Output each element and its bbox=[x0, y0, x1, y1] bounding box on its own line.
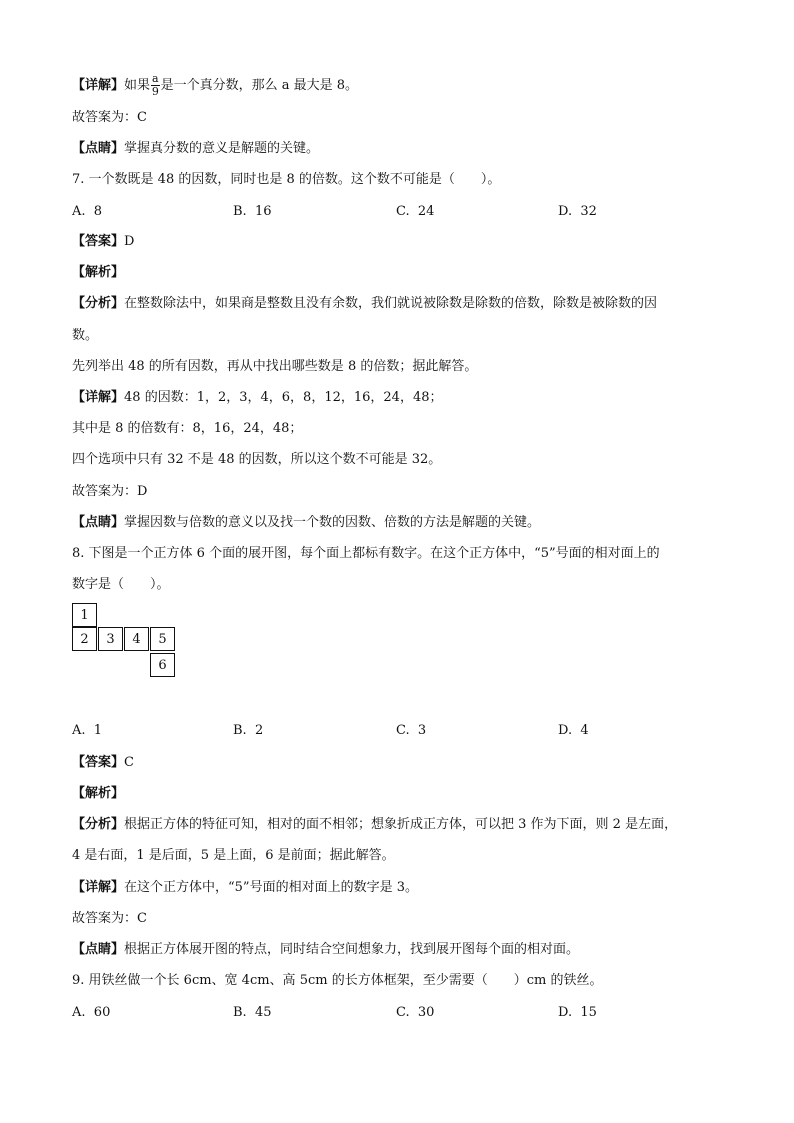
q8-option-d: D. 4 bbox=[558, 723, 589, 738]
cube-net-diagram bbox=[72, 603, 176, 679]
q7-answer bbox=[72, 233, 134, 251]
point-tag: 【点睛】 bbox=[72, 515, 125, 530]
q6-answer-line: 故答案为：C bbox=[72, 110, 147, 125]
answer-value: C bbox=[124, 755, 134, 770]
fraction-denominator: 9 bbox=[151, 85, 159, 98]
q7-analysis-line3: 先列举出 48 的所有因数，再从中找出哪些数是 8 的倍数；据此解答。 bbox=[72, 359, 478, 374]
answer-tag: 【答案】 bbox=[72, 234, 125, 249]
q6-point-line bbox=[72, 140, 319, 158]
detail-pre: 如果 bbox=[124, 78, 151, 93]
q7-question: 7. 一个数既是 48 的因数，同时也是 8 的倍数。这个数不可能是（ ）。 bbox=[72, 172, 501, 187]
q7-answer-line: 故答案为：D bbox=[72, 484, 148, 499]
net-face-4: 4 bbox=[124, 627, 149, 651]
q8-question-line1: 8. 下图是一个正方体 6 个面的展开图，每个面上都标有数字。在这个正方体中，“5”号面的相对面上的 bbox=[72, 546, 660, 561]
q7-option-c: C. 24 bbox=[396, 204, 435, 219]
net-face-1: 1 bbox=[72, 603, 97, 627]
q8-point-line: 【点睛】根据正方体展开图的特点，同时结合空间想象力，找到展开图每个面的相对面。 bbox=[72, 942, 580, 957]
fraction-a-over-9 bbox=[151, 73, 160, 98]
point-tag: 【点睛】 bbox=[72, 141, 125, 156]
q8-analysis-line2: 4 是右面，1 是后面，5 是上面，6 是前面；据此解答。 bbox=[72, 848, 395, 863]
fraction-numerator: a bbox=[152, 72, 159, 85]
q8-option-c: C. 3 bbox=[396, 723, 427, 738]
q9-question: 9. 用铁丝做一个长 6cm、宽 4cm、高 5cm 的长方体框架，至少需要（ ）cm 的铁丝。 bbox=[72, 973, 603, 988]
answer-tag: 【答案】 bbox=[72, 755, 125, 770]
q7-option-d: D. 32 bbox=[558, 204, 597, 219]
net-face-5: 5 bbox=[150, 627, 175, 651]
analysis-label: 【分析】 bbox=[72, 817, 125, 832]
detail-post: 是一个真分数，那么 a 最大是 8。 bbox=[160, 78, 359, 93]
q8-answer-line: 故答案为：C bbox=[72, 911, 147, 926]
q9-option-c: C. 30 bbox=[396, 1005, 435, 1020]
q7-option-a: A. 8 bbox=[72, 204, 103, 219]
q7-option-b: B. 16 bbox=[233, 204, 272, 219]
detail-tag: 【详解】 bbox=[72, 78, 125, 93]
point-text: 掌握真分数的意义是解题的关键。 bbox=[124, 141, 320, 156]
q7-detail-line3: 四个选项中只有 32 不是 48 的因数，所以这个数不可能是 32。 bbox=[72, 452, 442, 467]
q8-option-a: A. 1 bbox=[72, 723, 103, 738]
q8-option-b: B. 2 bbox=[233, 723, 264, 738]
detail-tag: 【详解】 bbox=[72, 880, 125, 895]
net-face-3: 3 bbox=[98, 627, 123, 651]
q7-analysis-line2: 数。 bbox=[72, 328, 99, 343]
q7-analysis-line1: 【分析】在整数除法中，如果商是整数且没有余数，我们就说被除数是除数的倍数，除数是被除数的因 bbox=[72, 296, 658, 311]
q9-option-d: D. 15 bbox=[558, 1005, 597, 1020]
net-face-6: 6 bbox=[150, 653, 175, 677]
q9-option-a: A. 60 bbox=[72, 1005, 111, 1020]
detail-tag: 【详解】 bbox=[72, 390, 125, 405]
q8-analysis-line1: 【分析】根据正方体的特征可知，相对的面不相邻；想象折成正方体，可以把 3 作为下面，则 2 是左面， bbox=[72, 817, 678, 832]
net-face-2: 2 bbox=[72, 627, 97, 651]
q7-analysis-tag: 【解析】 bbox=[72, 265, 125, 280]
q8-analysis-tag: 【解析】 bbox=[72, 786, 125, 801]
q7-detail-line2: 其中是 8 的倍数有：8，16，24，48； bbox=[72, 421, 303, 436]
q9-option-b: B. 45 bbox=[233, 1005, 272, 1020]
answer-value: D bbox=[124, 234, 135, 249]
analysis-label: 【分析】 bbox=[72, 296, 125, 311]
q7-detail-line1: 【详解】48 的因数：1，2，3，4，6，8，12，16，24，48； bbox=[72, 390, 443, 405]
q8-answer bbox=[72, 754, 134, 772]
q8-question-line2: 数字是（ ）。 bbox=[72, 577, 170, 592]
q6-detail-line bbox=[72, 73, 358, 98]
q7-point-line: 【点睛】掌握因数与倍数的意义以及找一个数的因数、倍数的方法是解题的关键。 bbox=[72, 515, 541, 530]
point-tag: 【点睛】 bbox=[72, 942, 125, 957]
q8-detail-line: 【详解】在这个正方体中，“5”号面的相对面上的数字是 3。 bbox=[72, 880, 418, 895]
